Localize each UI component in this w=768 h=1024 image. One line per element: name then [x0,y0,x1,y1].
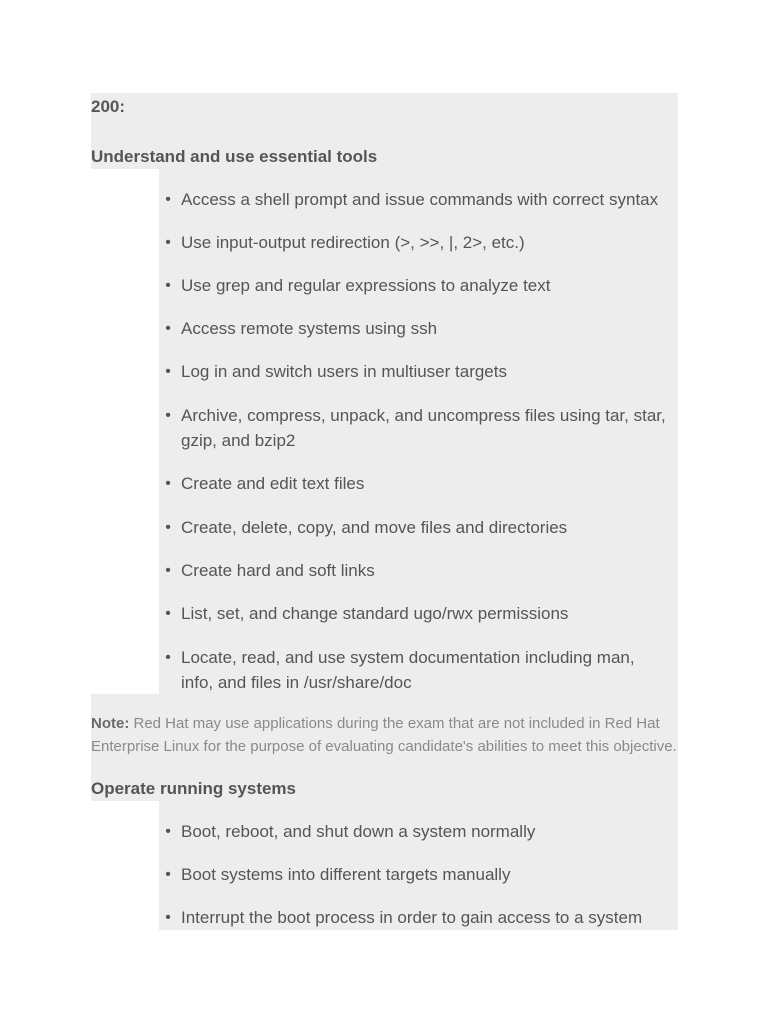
list-item-text: Create, delete, copy, and move files and directories [181,518,568,537]
bullet-icon: • [165,605,171,622]
list-item [159,819,669,844]
list-item [159,471,669,496]
list-item-text: Locate, read, and use system documentation including man, info, and files in /usr/share/doc [181,648,635,692]
list-item [159,403,669,453]
bullet-icon: • [165,562,171,579]
list-item-text: Boot, reboot, and shut down a system normally [181,822,536,841]
list-item-text: Use input-output redirection (>, >>, |, 2>, etc.) [181,233,525,252]
list-item-text: Interrupt the boot process in order to gain access to a system [181,908,643,927]
note-paragraph [91,712,681,758]
bullet-icon: • [165,909,171,926]
bullet-icon: • [165,407,171,424]
bullet-icon: • [165,320,171,337]
note-label: Note: [91,715,130,732]
section-title-operate-systems: Operate running systems [91,779,297,798]
list-item-text: Access a shell prompt and issue commands with correct syntax [181,190,659,209]
list-item-text: Archive, compress, unpack, and uncompress files using tar, star, gzip, and bzip2 [181,406,666,450]
list-item-text: Create and edit text files [181,474,365,493]
list-item-text: List, set, and change standard ugo/rwx permissions [181,604,569,623]
bullet-icon: • [165,363,171,380]
bullet-icon: • [165,191,171,208]
list-item [159,273,669,298]
list-item [159,316,669,341]
list-item [159,905,669,930]
list-item-text: Use grep and regular expressions to analyze text [181,276,551,295]
list-item-text: Log in and switch users in multiuser targets [181,362,507,381]
list-item [159,187,669,212]
section-number: 200: [91,97,126,116]
bullet-icon: • [165,519,171,536]
bullet-icon: • [165,277,171,294]
list-item [159,558,669,583]
list-item [159,645,669,695]
note-text: Red Hat may use applications during the exam that are not included in Red Hat Enterprise Linux for the purpose of evaluating candidate's abilities to meet this objective. [91,715,677,755]
list-item [159,601,669,626]
bullet-icon: • [165,823,171,840]
list-item [159,230,669,255]
list-item-text: Access remote systems using ssh [181,319,438,338]
list-item-text: Create hard and soft links [181,561,375,580]
list-item [159,862,669,887]
bullet-icon: • [165,649,171,666]
list-item [159,515,669,540]
bullet-icon: • [165,234,171,251]
bullet-icon: • [165,475,171,492]
list-item [159,359,669,384]
section-title-essential-tools: Understand and use essential tools [91,147,378,166]
bullet-icon: • [165,866,171,883]
list-item-text: Boot systems into different targets manually [181,865,511,884]
